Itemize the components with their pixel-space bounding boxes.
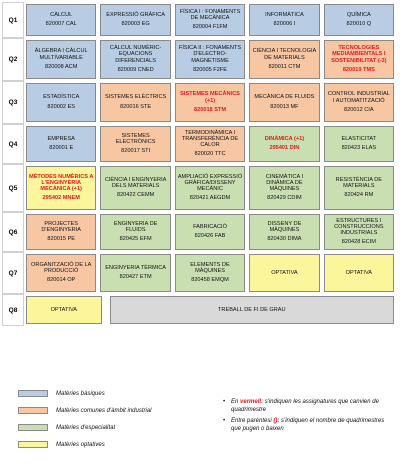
course-code: 820011 CTM — [268, 63, 301, 70]
course-code: 820001 E — [49, 145, 74, 152]
course-name: FABRICACIÓ — [193, 223, 227, 230]
course-name: ÀLGEBRA I CÀLCUL MULTIVARIABLE — [34, 48, 88, 61]
quarter-row — [2, 212, 396, 252]
course-code: 820008 ACM — [45, 63, 78, 70]
course-name: FÍSICA I : FONAMENTS DE MECÀNICA — [179, 8, 241, 21]
course-cell — [249, 166, 319, 210]
course-name: AMPLIACIÓ EXPRESSIÓ GRÀFICA/DISSENY MECÀNIC — [177, 173, 243, 193]
legend-item — [18, 424, 115, 431]
course-name: QUÍMICA — [346, 11, 371, 18]
note1-prefix: En — [231, 399, 239, 405]
course-name: SISTEMES ELÈCTRICS — [104, 94, 167, 101]
legend-label: Matèries d'especialitat — [56, 424, 116, 431]
course-name: SISTEMES ELECTRÒNICS — [115, 132, 156, 145]
quarter-row — [2, 81, 396, 124]
course-cell — [249, 254, 319, 292]
quarter-label: Q1 — [2, 2, 24, 38]
course-code: 820430 DIMA — [267, 236, 302, 243]
legend-label: Matèries comunes d'àmbit industrial — [56, 407, 152, 414]
course-cell — [249, 40, 319, 79]
course-name: SISTEMES MECÀNICS (+1) — [180, 91, 240, 104]
course-code: 820004 F1FM — [192, 24, 228, 31]
course-cell — [175, 254, 245, 292]
course-name: ESTRUCTURES I CONSTRUCCIONS INDUSTRIALS — [334, 217, 384, 237]
course-code: 820003 EG — [121, 21, 150, 28]
quarter-label: Q6 — [2, 212, 24, 252]
legend-item — [18, 407, 152, 414]
course-code: 820429 CDIM — [267, 195, 302, 202]
legend-swatch — [18, 441, 48, 448]
course-name: CINEMÀTICA I DINÀMICA DE MÀQUINES — [265, 173, 304, 193]
note-red — [223, 398, 393, 414]
course-cell — [324, 214, 394, 250]
course-cell — [100, 254, 170, 292]
note2-highlight: (): — [273, 418, 280, 424]
course-name: TERMODINÀMICA I TRANSFERÈNCIA DE CALOR — [181, 129, 239, 149]
course-code: 820458 EMQM — [191, 277, 229, 284]
course-name: CÀLCUL — [50, 11, 73, 18]
course-name: MECÀNICA DE FLUIDS — [254, 94, 315, 101]
quarter-label: Q3 — [2, 81, 24, 124]
course-cell — [100, 214, 170, 250]
course-name: DINÀMICA (+1) — [264, 135, 305, 142]
legend-item — [18, 441, 105, 448]
legend-swatch — [18, 390, 48, 397]
course-code: 820009 CNED — [117, 66, 154, 73]
course-cell — [26, 166, 96, 210]
course-name: FÍSICA II : FONAMENTS D'ELECTRO-MAGNETISME — [178, 45, 242, 64]
quarter-label: Q7 — [2, 252, 24, 294]
note-parenthesis — [223, 417, 393, 433]
course-code: 820421 AEGDM — [189, 195, 231, 202]
course-cell — [26, 83, 96, 122]
course-cell — [175, 4, 245, 36]
course-name: ORGANITZACIÓ DE LA PRODUCCIÓ — [31, 261, 92, 274]
course-cell — [26, 296, 102, 324]
course-code: 820012 CIA — [344, 106, 374, 113]
course-name: PROJECTES D'ENGINYERIA — [41, 220, 82, 233]
quarter-row — [2, 124, 396, 164]
quarter-row — [2, 164, 396, 212]
legend-swatch — [18, 407, 48, 414]
course-code: 820422 CEMM — [116, 192, 155, 199]
quarter-row — [2, 2, 396, 38]
notes — [223, 398, 393, 436]
note1-highlight: vermell: — [240, 399, 264, 405]
course-code: 820425 EFM — [119, 236, 152, 243]
quarter-label: Q8 — [2, 294, 24, 326]
course-code: 820014 OP — [47, 277, 76, 284]
course-cell — [175, 126, 245, 162]
course-name: CIÈNCIA I TECNOLOGIA DE MATERIALS — [252, 48, 317, 61]
course-cell — [26, 4, 96, 36]
course-name: ENGINYERIA TÈRMICA — [105, 264, 167, 271]
course-name: CIÈNCIA I ENGINYERIA DELS MATERIALS — [104, 176, 167, 189]
course-cell — [110, 296, 394, 324]
course-code: 820017 STI — [121, 148, 151, 155]
course-code: 820002 ES — [47, 103, 76, 110]
course-cell — [100, 40, 170, 79]
legend-item — [18, 390, 105, 397]
course-name: ENGINYERIA DE FLUIDS — [113, 220, 158, 233]
bullet-icon: • — [223, 418, 226, 424]
course-cell — [100, 83, 170, 122]
course-cell — [249, 126, 319, 162]
quarter-label: Q4 — [2, 124, 24, 164]
quarter-label: Q2 — [2, 38, 24, 81]
course-code: 820007 CAL — [45, 21, 77, 28]
curriculum-grid — [2, 2, 396, 326]
course-code: 295401 DIN — [269, 145, 300, 152]
course-code: 295402 MNEM — [42, 195, 80, 202]
course-cell — [26, 254, 96, 292]
course-name: ELEMENTS DE MÀQUINES — [190, 261, 230, 274]
course-cell — [175, 83, 245, 122]
course-code: 820423 ELAS — [341, 145, 377, 152]
legend-label: Matèries bàsiques — [56, 390, 105, 397]
course-cell — [26, 214, 96, 250]
course-cell — [324, 126, 394, 162]
course-cell — [26, 126, 96, 162]
quarter-row — [2, 252, 396, 294]
course-name: CONTROL INDUSTRIAL I AUTOMATITZACIÓ — [327, 91, 390, 104]
course-cell — [324, 166, 394, 210]
note1-text: s'indiquen les assignatures que canvien de quadrimestre — [231, 399, 379, 413]
course-cell — [175, 214, 245, 250]
quarter-row — [2, 294, 396, 326]
course-name: EMPRESA — [47, 135, 75, 142]
course-cell — [249, 83, 319, 122]
course-cell — [324, 40, 394, 79]
course-code: 820426 FAB — [194, 233, 226, 240]
course-code: 820020 TTC — [194, 151, 226, 158]
course-name: RESISTÈNCIA DE MATERIALS — [335, 176, 382, 189]
course-name: OPTATIVA — [345, 269, 373, 276]
course-cell — [175, 166, 245, 210]
course-cell — [100, 166, 170, 210]
course-cell — [26, 40, 96, 79]
bullet-icon: • — [223, 399, 226, 405]
course-code: 820015 PE — [47, 236, 76, 243]
course-cell — [100, 126, 170, 162]
course-name: OPTATIVA — [271, 269, 298, 276]
note2-text: s'indiquen el nombre de quadrimestres que pugen o baixen — [231, 418, 385, 432]
course-code: 820005 F2FE — [193, 66, 227, 73]
course-name: ESTADÍSTICA — [43, 94, 80, 101]
course-name: TREBALL DE FI DE GRAU — [218, 306, 286, 313]
course-code: 820010 Q — [346, 21, 372, 28]
course-cell — [249, 214, 319, 250]
course-cell — [324, 254, 394, 292]
note2-prefix: Entre parèntesi — [231, 418, 272, 424]
course-cell — [100, 4, 170, 36]
course-code: 820006 I — [273, 21, 296, 28]
course-cell — [175, 40, 245, 79]
course-code: 820013 MF — [270, 103, 299, 110]
course-code: 820428 ECIM — [341, 239, 376, 246]
course-code: 820019 TMS — [342, 66, 375, 73]
course-name: CÀLCUL NUMÈRIC-EQUACIONS DIFERENCIALS — [109, 45, 162, 64]
course-name: MÈTODES NUMÈRICS A L'ENGINYERIA MECÀNICA (+1) — [29, 173, 94, 193]
course-code: 820427 ETM — [119, 274, 152, 281]
quarter-row — [2, 38, 396, 81]
legend-label: Matèries optatives — [56, 441, 105, 448]
course-name: OPTATIVA — [50, 306, 77, 313]
legend-swatch — [18, 424, 48, 431]
course-name: TECNOLOGIES MEDIAMBIENTALS I SOSTENIBILITAT (-3) — [331, 45, 387, 64]
course-name: DISSENY DE MÀQUINES — [267, 220, 302, 233]
course-cell — [324, 83, 394, 122]
quarter-label: Q5 — [2, 164, 24, 212]
course-code: 820018 STM — [194, 106, 227, 113]
course-name: ELASTICITAT — [341, 135, 377, 142]
course-cell — [324, 4, 394, 36]
course-name: EXPRESSIÓ GRÀFICA — [106, 11, 165, 18]
course-cell — [249, 4, 319, 36]
course-code: 820016 STE — [120, 103, 152, 110]
course-code: 820424 RM — [344, 192, 374, 199]
course-name: INFORMÀTICA — [265, 11, 304, 18]
